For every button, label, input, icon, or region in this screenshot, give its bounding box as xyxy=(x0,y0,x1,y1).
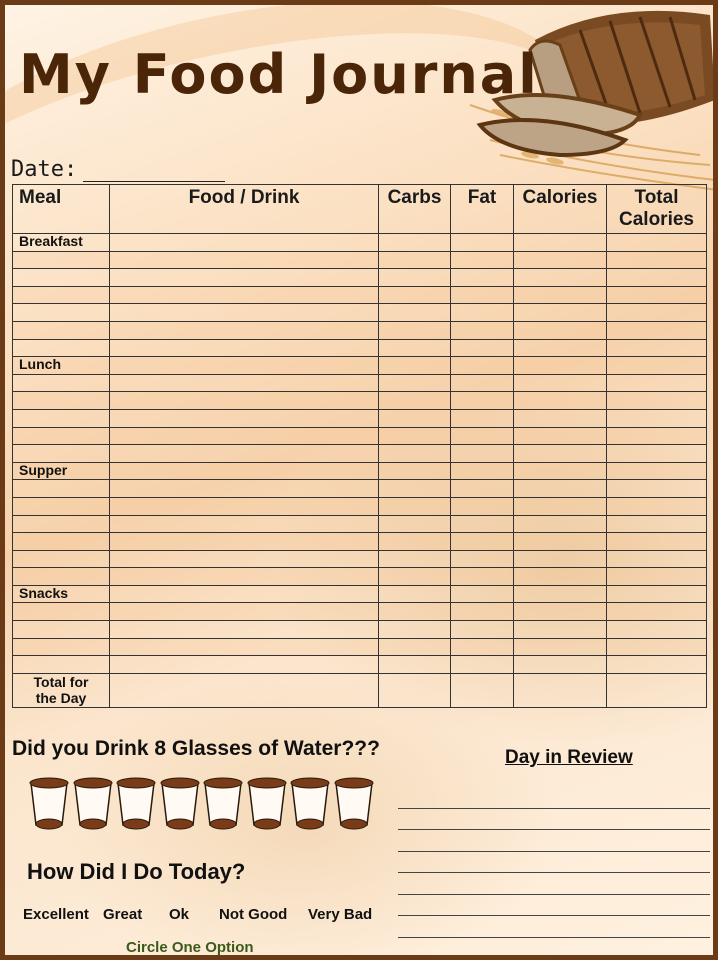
entry-cell[interactable] xyxy=(451,621,514,639)
meal-section-label: Lunch xyxy=(13,357,110,375)
table-body xyxy=(13,234,707,708)
entry-cell[interactable] xyxy=(379,321,451,339)
entry-cell[interactable] xyxy=(514,392,607,410)
header-calories: Calories xyxy=(514,185,607,234)
entry-cell[interactable] xyxy=(514,656,607,674)
entry-cell[interactable] xyxy=(110,234,379,252)
entry-cell[interactable] xyxy=(451,286,514,304)
rating-option[interactable]: Not Good xyxy=(219,906,288,923)
entry-cell[interactable] xyxy=(514,480,607,498)
entry-cell[interactable] xyxy=(110,550,379,568)
review-write-line[interactable] xyxy=(398,787,710,809)
entry-cell[interactable] xyxy=(607,445,707,463)
entry-cell[interactable] xyxy=(607,638,707,656)
entry-cell[interactable] xyxy=(607,286,707,304)
meal-section-label: Snacks xyxy=(13,585,110,603)
entry-cell[interactable] xyxy=(379,409,451,427)
entry-cell[interactable] xyxy=(607,251,707,269)
water-glass-icon[interactable] xyxy=(290,777,330,831)
entry-cell[interactable] xyxy=(607,533,707,551)
header-total-calories xyxy=(607,185,707,234)
entry-cell[interactable] xyxy=(110,621,379,639)
total-cell[interactable] xyxy=(451,673,514,707)
entry-cell[interactable] xyxy=(451,427,514,445)
table-row xyxy=(13,234,707,252)
entry-cell[interactable] xyxy=(379,585,451,603)
entry-cell[interactable] xyxy=(451,392,514,410)
entry-cell[interactable] xyxy=(110,269,379,287)
entry-cell[interactable] xyxy=(110,568,379,586)
entry-cell[interactable] xyxy=(451,251,514,269)
meal-cell[interactable] xyxy=(13,515,110,533)
water-question: Did you Drink 8 Glasses of Water??? xyxy=(12,737,380,760)
entry-cell[interactable] xyxy=(451,550,514,568)
total-cell[interactable] xyxy=(110,673,379,707)
entry-cell[interactable] xyxy=(607,339,707,357)
entry-cell[interactable] xyxy=(379,656,451,674)
table-row xyxy=(13,374,707,392)
table-row xyxy=(13,462,707,480)
entry-cell[interactable] xyxy=(514,427,607,445)
entry-cell[interactable] xyxy=(451,568,514,586)
entry-cell[interactable] xyxy=(607,603,707,621)
entry-cell[interactable] xyxy=(514,603,607,621)
meal-cell[interactable] xyxy=(13,286,110,304)
circle-one-instruction: Circle One Option xyxy=(126,939,254,956)
entry-cell[interactable] xyxy=(514,533,607,551)
entry-cell[interactable] xyxy=(110,603,379,621)
entry-cell[interactable] xyxy=(451,603,514,621)
meal-cell[interactable] xyxy=(13,304,110,322)
table-row xyxy=(13,286,707,304)
table-row xyxy=(13,621,707,639)
entry-cell[interactable] xyxy=(110,515,379,533)
table-row xyxy=(13,409,707,427)
entry-cell[interactable] xyxy=(607,357,707,375)
entry-cell[interactable] xyxy=(514,550,607,568)
entry-cell[interactable] xyxy=(110,357,379,375)
water-glass-icon[interactable] xyxy=(334,777,374,831)
entry-cell[interactable] xyxy=(514,568,607,586)
entry-cell[interactable] xyxy=(451,445,514,463)
table-row xyxy=(13,603,707,621)
entry-cell[interactable] xyxy=(607,409,707,427)
header-carbs: Carbs xyxy=(379,185,451,234)
entry-cell[interactable] xyxy=(379,445,451,463)
entry-cell[interactable] xyxy=(110,304,379,322)
header-meal: Meal xyxy=(13,185,110,234)
entry-cell[interactable] xyxy=(110,638,379,656)
entry-cell[interactable] xyxy=(451,357,514,375)
entry-cell[interactable] xyxy=(110,321,379,339)
review-write-line[interactable] xyxy=(398,873,710,895)
entry-cell[interactable] xyxy=(607,515,707,533)
table-row xyxy=(13,550,707,568)
table-row xyxy=(13,339,707,357)
rating-option[interactable]: Great xyxy=(103,906,143,923)
rating-option[interactable]: Very Bad xyxy=(308,906,373,923)
entry-cell[interactable] xyxy=(379,621,451,639)
entry-cell[interactable] xyxy=(110,497,379,515)
entry-cell[interactable] xyxy=(514,234,607,252)
entry-cell[interactable] xyxy=(110,392,379,410)
table-row xyxy=(13,251,707,269)
table-row xyxy=(13,321,707,339)
entry-cell[interactable] xyxy=(379,638,451,656)
water-glass-icon[interactable] xyxy=(116,777,156,831)
date-input-line[interactable] xyxy=(83,163,225,182)
header-fat: Fat xyxy=(451,185,514,234)
entry-cell[interactable] xyxy=(379,339,451,357)
rating-option[interactable]: Excellent xyxy=(23,906,89,923)
water-glass-icon[interactable] xyxy=(247,777,287,831)
total-label-line2: the Day xyxy=(35,690,87,707)
table-row xyxy=(13,568,707,586)
meal-cell[interactable] xyxy=(13,638,110,656)
entry-cell[interactable] xyxy=(607,427,707,445)
entry-cell[interactable] xyxy=(514,357,607,375)
entry-cell[interactable] xyxy=(607,234,707,252)
entry-cell[interactable] xyxy=(110,480,379,498)
review-write-line[interactable] xyxy=(398,809,710,831)
table-row xyxy=(13,480,707,498)
entry-cell[interactable] xyxy=(110,409,379,427)
entry-cell[interactable] xyxy=(110,339,379,357)
water-glass-icon[interactable] xyxy=(160,777,200,831)
entry-cell[interactable] xyxy=(110,585,379,603)
entry-cell[interactable] xyxy=(451,533,514,551)
entry-cell[interactable] xyxy=(607,269,707,287)
entry-cell[interactable] xyxy=(379,427,451,445)
total-cell[interactable] xyxy=(379,673,451,707)
table-row xyxy=(13,392,707,410)
entry-cell[interactable] xyxy=(379,480,451,498)
entry-cell[interactable] xyxy=(379,497,451,515)
review-write-line[interactable] xyxy=(398,916,710,938)
entry-cell[interactable] xyxy=(514,251,607,269)
entry-cell[interactable] xyxy=(451,515,514,533)
review-write-line[interactable] xyxy=(398,895,710,917)
review-write-line[interactable] xyxy=(398,938,710,960)
header-total-line2: Calories xyxy=(619,209,694,230)
entry-cell[interactable] xyxy=(514,374,607,392)
entry-cell[interactable] xyxy=(379,251,451,269)
water-glass-icon[interactable] xyxy=(29,777,69,831)
table-row xyxy=(13,533,707,551)
total-for-day-label xyxy=(13,673,110,707)
table-row xyxy=(13,304,707,322)
table-row xyxy=(13,445,707,463)
entry-cell[interactable] xyxy=(379,515,451,533)
meal-cell[interactable] xyxy=(13,445,110,463)
meal-cell[interactable] xyxy=(13,269,110,287)
entry-cell[interactable] xyxy=(607,550,707,568)
total-cell[interactable] xyxy=(607,673,707,707)
entry-cell[interactable] xyxy=(607,304,707,322)
meal-cell[interactable] xyxy=(13,568,110,586)
entry-cell[interactable] xyxy=(514,638,607,656)
day-in-review-title: Day in Review xyxy=(505,747,633,768)
entry-cell[interactable] xyxy=(607,656,707,674)
table-row xyxy=(13,585,707,603)
entry-cell[interactable] xyxy=(110,533,379,551)
entry-cell[interactable] xyxy=(379,374,451,392)
entry-cell[interactable] xyxy=(451,480,514,498)
entry-cell[interactable] xyxy=(379,286,451,304)
total-row xyxy=(13,673,707,707)
meal-cell[interactable] xyxy=(13,321,110,339)
entry-cell[interactable] xyxy=(451,462,514,480)
entry-cell[interactable] xyxy=(607,621,707,639)
entry-cell[interactable] xyxy=(451,409,514,427)
entry-cell[interactable] xyxy=(451,234,514,252)
entry-cell[interactable] xyxy=(607,321,707,339)
meal-cell[interactable] xyxy=(13,409,110,427)
review-write-line[interactable] xyxy=(398,830,710,852)
rating-options xyxy=(5,906,405,928)
entry-cell[interactable] xyxy=(379,304,451,322)
entry-cell[interactable] xyxy=(607,480,707,498)
entry-cell[interactable] xyxy=(607,585,707,603)
entry-cell[interactable] xyxy=(451,497,514,515)
entry-cell[interactable] xyxy=(514,515,607,533)
table-row xyxy=(13,427,707,445)
review-write-line[interactable] xyxy=(398,852,710,874)
meal-cell[interactable] xyxy=(13,497,110,515)
entry-cell[interactable] xyxy=(110,251,379,269)
total-cell[interactable] xyxy=(514,673,607,707)
table-row xyxy=(13,497,707,515)
entry-cell[interactable] xyxy=(379,533,451,551)
date-label: Date: xyxy=(11,157,78,182)
entry-cell[interactable] xyxy=(110,427,379,445)
meal-cell[interactable] xyxy=(13,427,110,445)
entry-cell[interactable] xyxy=(514,321,607,339)
entry-cell[interactable] xyxy=(451,638,514,656)
entry-cell[interactable] xyxy=(514,304,607,322)
entry-cell[interactable] xyxy=(379,392,451,410)
total-label-line1: Total for xyxy=(33,674,89,691)
table-row xyxy=(13,656,707,674)
entry-cell[interactable] xyxy=(514,621,607,639)
entry-cell[interactable] xyxy=(451,656,514,674)
entry-cell[interactable] xyxy=(379,550,451,568)
entry-cell[interactable] xyxy=(379,234,451,252)
entry-cell[interactable] xyxy=(379,568,451,586)
entry-cell[interactable] xyxy=(110,445,379,463)
day-in-review-lines xyxy=(398,787,710,959)
entry-cell[interactable] xyxy=(607,568,707,586)
entry-cell[interactable] xyxy=(379,462,451,480)
entry-cell[interactable] xyxy=(514,269,607,287)
meal-section-label: Breakfast xyxy=(13,234,110,252)
entry-cell[interactable] xyxy=(607,497,707,515)
entry-cell[interactable] xyxy=(451,374,514,392)
entry-cell[interactable] xyxy=(607,462,707,480)
entry-cell[interactable] xyxy=(514,445,607,463)
date-row xyxy=(11,157,225,182)
table-row xyxy=(13,638,707,656)
entry-cell[interactable] xyxy=(514,409,607,427)
meal-section-label: Supper xyxy=(13,462,110,480)
page-title: My Food Journal xyxy=(19,43,539,106)
entry-cell[interactable] xyxy=(514,497,607,515)
entry-cell[interactable] xyxy=(379,603,451,621)
entry-cell[interactable] xyxy=(110,656,379,674)
entry-cell[interactable] xyxy=(514,462,607,480)
entry-cell[interactable] xyxy=(514,585,607,603)
table-row xyxy=(13,357,707,375)
food-journal-table xyxy=(12,184,707,708)
table-header-row xyxy=(13,185,707,234)
entry-cell[interactable] xyxy=(607,392,707,410)
meal-cell[interactable] xyxy=(13,621,110,639)
meal-cell[interactable] xyxy=(13,374,110,392)
rating-option[interactable]: Ok xyxy=(169,906,190,923)
table-row xyxy=(13,515,707,533)
entry-cell[interactable] xyxy=(451,321,514,339)
entry-cell[interactable] xyxy=(379,269,451,287)
entry-cell[interactable] xyxy=(451,304,514,322)
entry-cell[interactable] xyxy=(514,339,607,357)
water-glass-icon[interactable] xyxy=(73,777,113,831)
entry-cell[interactable] xyxy=(110,374,379,392)
meal-cell[interactable] xyxy=(13,392,110,410)
entry-cell[interactable] xyxy=(379,357,451,375)
meal-cell[interactable] xyxy=(13,603,110,621)
entry-cell[interactable] xyxy=(110,286,379,304)
meal-cell[interactable] xyxy=(13,251,110,269)
header-food-drink: Food / Drink xyxy=(110,185,379,234)
water-glass-icon[interactable] xyxy=(203,777,243,831)
entry-cell[interactable] xyxy=(451,269,514,287)
entry-cell[interactable] xyxy=(451,339,514,357)
header-total-line1: Total xyxy=(634,187,679,208)
entry-cell[interactable] xyxy=(514,286,607,304)
entry-cell[interactable] xyxy=(110,462,379,480)
meal-cell[interactable] xyxy=(13,656,110,674)
meal-cell[interactable] xyxy=(13,480,110,498)
entry-cell[interactable] xyxy=(607,374,707,392)
how-did-i-do-question: How Did I Do Today? xyxy=(27,859,246,884)
entry-cell[interactable] xyxy=(451,585,514,603)
meal-cell[interactable] xyxy=(13,550,110,568)
table-row xyxy=(13,269,707,287)
meal-cell[interactable] xyxy=(13,339,110,357)
meal-cell[interactable] xyxy=(13,533,110,551)
